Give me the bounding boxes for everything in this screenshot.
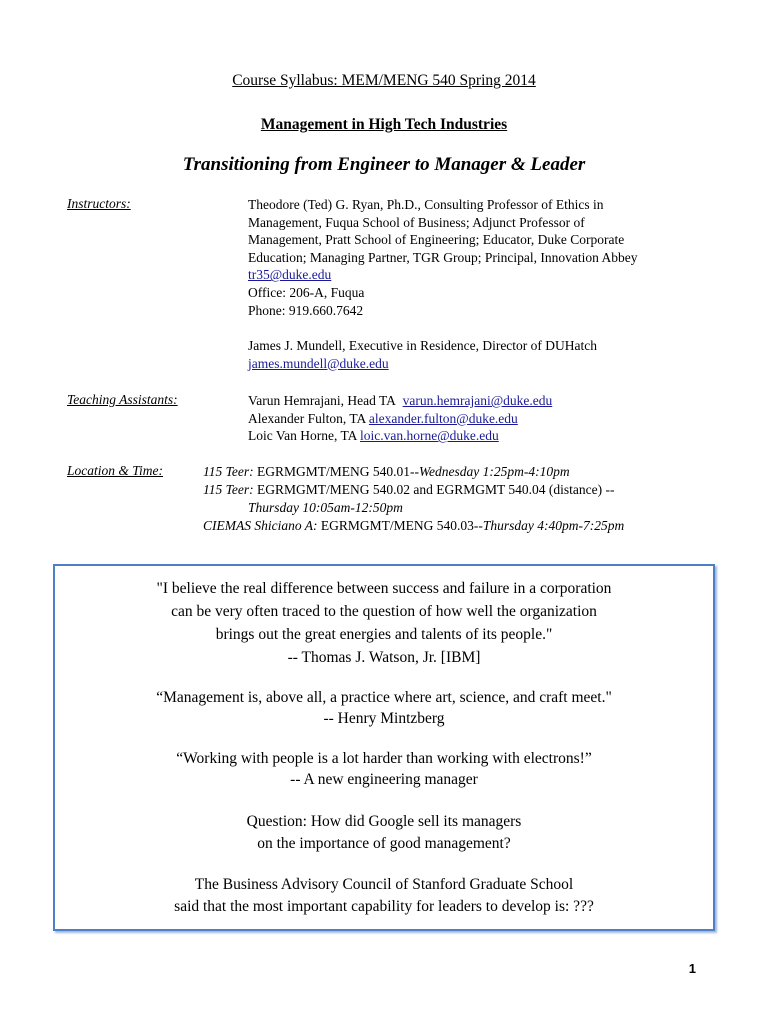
quote-mintzberg: “Management is, above all, a practice where art, science, and craft meet." [156,689,612,706]
instructors-block [248,196,638,372]
instructors-label: Instructors: [67,196,131,211]
location-label: Location & Time: [67,463,164,478]
ryan-email-link[interactable]: tr35@duke.edu [248,267,332,283]
ryan-phone: Phone: 919.660.7642 [248,302,364,318]
quote-watson-line: brings out the great energies and talents of its people." [215,626,553,643]
tas-block [248,392,552,445]
google-question: on the importance of good management? [257,835,511,852]
quote-watson-line: "I believe the real difference between success and failure in a corporation [156,580,612,597]
course-subtitle: Management in High Tech Industries [260,116,508,133]
mundell-email-link[interactable]: james.mundell@duke.edu [248,355,389,371]
ta-item: Varun Hemrajani, Head TA varun.hemrajani@duke.edu [248,393,553,408]
syllabus-title: Course Syllabus: MEM/MENG 540 Spring 2014 [232,72,536,89]
instructor-ryan-line: Education; Managing Partner, TGR Group; Principal, Innovation Abbey [248,249,638,265]
quote-engineering: “Working with people is a lot harder than working with electrons!” [176,750,592,767]
quote-watson-line: can be very often traced to the question of how well the organization [171,603,597,620]
location-line-2: 115 Teer: EGRMGMT/MENG 540.02 and EGRMGMT 540.04 (distance) -- [203,482,615,497]
quote-mintzberg-attribution: -- Henry Mintzberg [323,710,445,727]
google-question: Question: How did Google sell its managers [246,813,522,830]
quote-watson-attribution: -- Thomas J. Watson, Jr. [IBM] [287,649,481,666]
location-block [203,463,624,535]
page-number: 1 [688,961,696,976]
quote-engineering-attribution: -- A new engineering manager [290,771,478,788]
ryan-office: Office: 206-A, Fuqua [248,284,365,300]
ta-email-link[interactable]: loic.van.horne@duke.edu [360,428,499,444]
instructor-ryan-line: Management, Pratt School of Engineering; Educator, Duke Corporate [248,232,625,248]
ta-item: Alexander Fulton, TA alexander.fulton@duke.edu [248,410,518,426]
stanford-statement: The Business Advisory Council of Stanford Graduate School [194,876,574,893]
ta-email-link[interactable]: alexander.fulton@duke.edu [368,410,518,426]
instructor-mundell: James J. Mundell, Executive in Residence, Director of DUHatch [248,338,598,354]
instructor-ryan-line: Theodore (Ted) G. Ryan, Ph.D., Consulting Professor of Ethics in [248,197,604,212]
ta-email-link[interactable]: varun.hemrajani@duke.edu [402,393,553,408]
instructor-ryan-line: Management, Fuqua School of Business; Adjunct Professor of [248,214,585,230]
course-tagline: Transitioning from Engineer to Manager & Leader [182,154,586,175]
tas-label: Teaching Assistants: [67,392,178,407]
ta-item: Loic Van Horne, TA loic.van.horne@duke.edu [248,428,499,444]
stanford-statement: said that the most important capability for leaders to develop is: ??? [174,898,594,915]
location-line-1: 115 Teer: EGRMGMT/MENG 540.01--Wednesday 1:25pm-4:10pm [203,464,570,479]
location-line-2-time: Thursday 10:05am-12:50pm [248,500,403,515]
location-line-3: CIEMAS Shiciano A: EGRMGMT/MENG 540.03--Thursday 4:40pm-7:25pm [203,518,625,533]
